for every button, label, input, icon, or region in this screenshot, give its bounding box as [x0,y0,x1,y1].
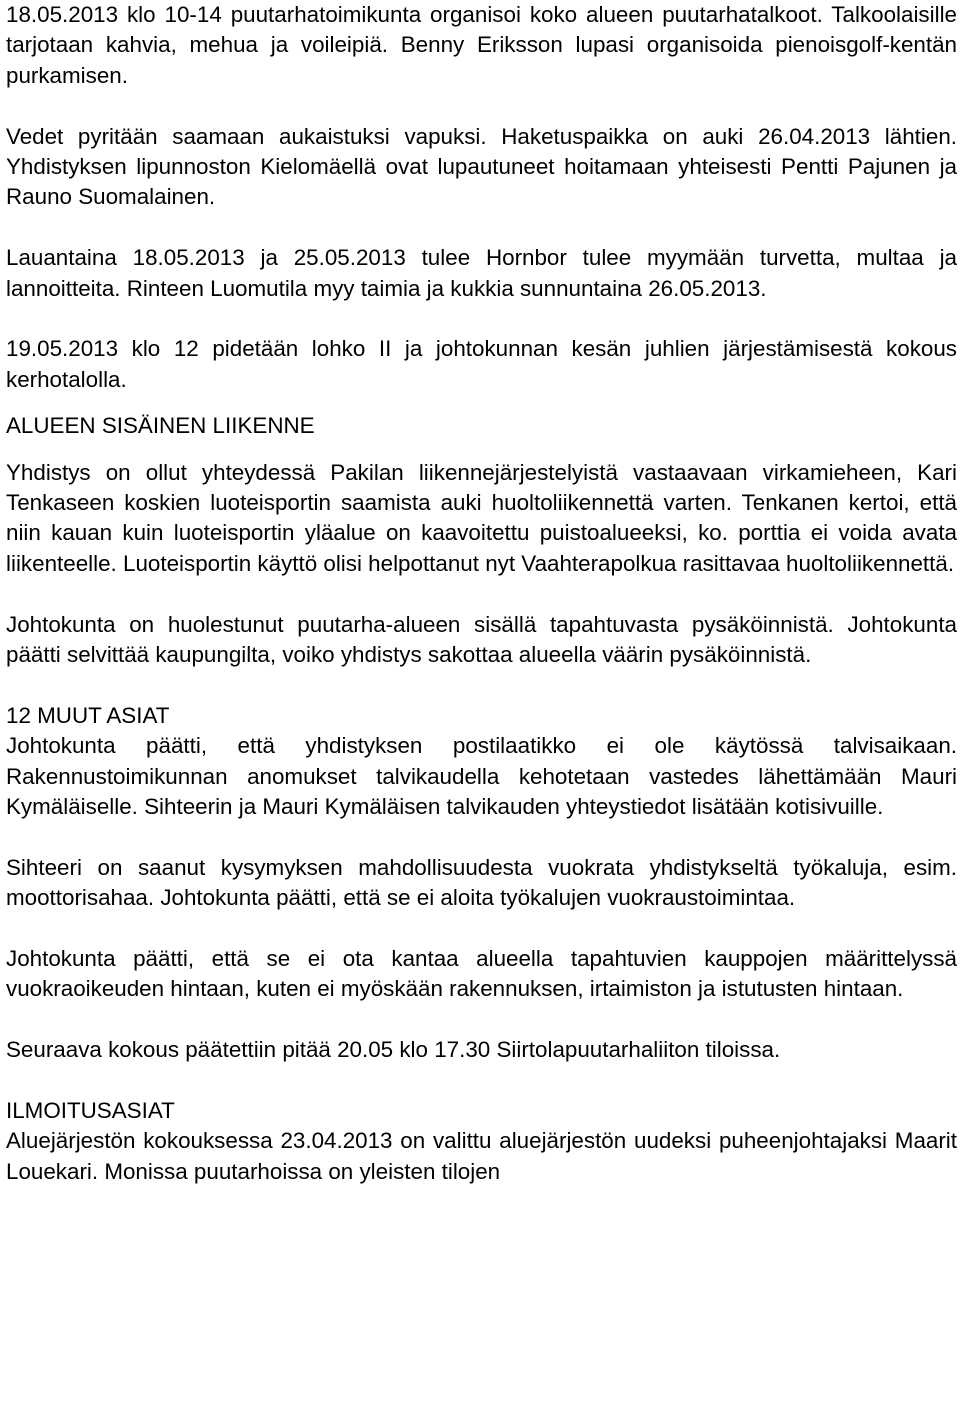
paragraph-talkoot: 18.05.2013 klo 10-14 puutarhatoimikunta organisoi koko alueen puutarhatalkoot. Talkoolaisille tarjotaan kahvia, mehua ja voileipiä. Benny Eriksson lupasi organisoida pienoisgolf-kentän purkamisen. [6,2,957,88]
paragraph-liikenne: Yhdistys on ollut yhteydessä Pakilan liikennejärjestelyistä vastaavaan virkamieheen, Kari Tenkaseen koskien luoteisportin saamista auki huoltoliikennettä varten. Tenkanen kertoi, että niin kauan kuin luoteisportin yläalue on kaavoitettu puistoalueeksi, ko. porttia ei voida avata liikenteelle. Luoteisportin käyttö olisi helpottanut nyt Vaahterapolkua rasittavaa huoltoliikennettä. [6,459,957,576]
section-heading-muut-asiat: 12 MUUT ASIAT [6,702,170,728]
section-heading-liikenne: ALUEEN SISÄINEN LIIKENNE [6,413,315,439]
paragraph-postilaatikko: Johtokunta päätti, että yhdistyksen postilaatikko ei ole käytössä talvisaikaan. Rakennustoimikunnan anomukset talvikaudella kehotetaan vastedes lähettämään Mauri Kymäläiselle. Sihteerin ja Mauri Kymäläisen talvikauden yhteystiedot lisätään kotisivuille. [6,733,957,820]
paragraph-vedet: Vedet pyritään saamaan aukaistuksi vapuksi. Haketuspaikka on auki 26.04.2013 lähtien. Yhdistyksen lipunnoston Kielomäellä ovat lupautuneet hoitamaan yhteisesti Pentti Pajunen ja Rauno Suomalainen. [6,123,957,210]
paragraph-hornbor: Lauantaina 18.05.2013 ja 25.05.2013 tulee Hornbor tulee myymään turvetta, multaa ja lannoitteita. Rinteen Luomutila myy taimia ja kukkia sunnuntaina 26.05.2013. [6,245,957,301]
paragraph-tyokalut: Sihteeri on saanut kysymyksen mahdollisuudesta vuokrata yhdistykseltä työkaluja, esim. moottorisahaa. Johtokunta päätti, että se ei aloita työkalujen vuokraustoimintaa. [6,854,957,911]
paragraph-kaupat: Johtokunta päätti, että se ei ota kantaa alueella tapahtuvien kauppojen määrittelyssä vuokraoikeuden hintaan, kuten ei myöskään rakennuksen, irtaimiston ja istutusten hintaan. [6,946,957,1002]
paragraph-pysakointi: Johtokunta on huolestunut puutarha-alueen sisällä tapahtuvasta pysäköinnistä. Johtokunta päätti selvittää kaupungilta, voiko yhdistys sakottaa alueella väärin pysäköinnistä. [6,611,957,668]
document-page [6,0,957,1187]
paragraph-aluejarjesto: Aluejärjestön kokouksessa 23.04.2013 on valittu aluejärjestön uudeksi puheenjohtajaksi Maarit Louekari. Monissa puutarhoissa on yleisten tilojen [6,1128,957,1184]
section-heading-ilmoitusasiat: ILMOITUSASIAT [6,1098,175,1124]
paragraph-kokous-lohko: 19.05.2013 klo 12 pidetään lohko II ja johtokunnan kesän juhlien järjestämisestä kokous kerhotalolla. [6,336,957,392]
paragraph-seuraava-kokous: Seuraava kokous päätettiin pitää 20.05 klo 17.30 Siirtolapuutarhaliiton tiloissa. [6,1037,781,1063]
